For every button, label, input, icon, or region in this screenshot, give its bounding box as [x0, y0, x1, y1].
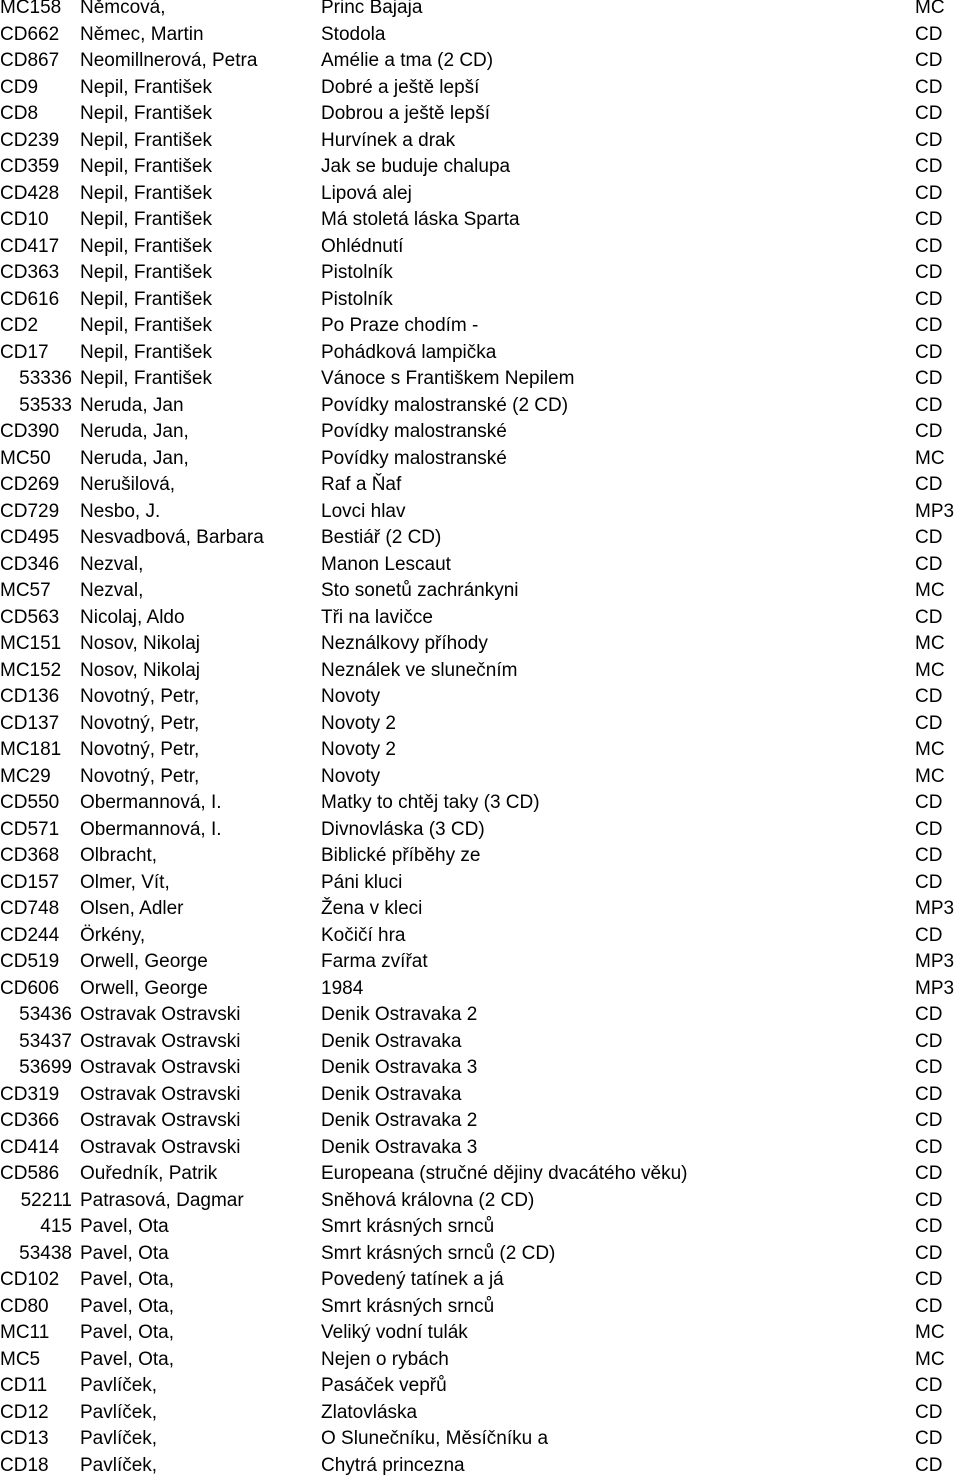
author-cell: Neruda, Jan, [80, 449, 189, 469]
author-cell: Nezval, [80, 555, 143, 575]
media-type-cell: CD [915, 25, 942, 45]
media-type-cell: CD [915, 820, 942, 840]
title-cell: Nejen o rybách [321, 1350, 449, 1370]
title-cell: Povídky malostranské (2 CD) [321, 396, 568, 416]
catalog-id-cell: CD9 [0, 78, 72, 98]
catalog-id-cell: CD239 [0, 131, 72, 151]
media-type-cell: CD [915, 316, 942, 336]
author-cell: Pavlíček, [80, 1403, 157, 1423]
title-cell: Novoty [321, 687, 380, 707]
catalog-id-cell: CD662 [0, 25, 72, 45]
media-type-cell: CD [915, 1297, 942, 1317]
media-type-cell: CD [915, 396, 942, 416]
author-cell: Ostravak Ostravski [80, 1005, 240, 1025]
table-row [0, 159, 960, 186]
media-type-cell: CD [915, 1005, 942, 1025]
media-type-cell: CD [915, 1111, 942, 1131]
table-row [0, 53, 960, 80]
author-cell: Nezval, [80, 581, 143, 601]
catalog-id-cell: 415 [0, 1217, 72, 1237]
author-cell: Pavel, Ota, [80, 1350, 174, 1370]
catalog-id-cell: CD428 [0, 184, 72, 204]
media-type-cell: CD [915, 290, 942, 310]
author-cell: Pavel, Ota [80, 1217, 169, 1237]
author-cell: Neomillnerová, Petra [80, 51, 257, 71]
table-row [0, 795, 960, 822]
catalog-id-cell: CD346 [0, 555, 72, 575]
catalog-id-cell: CD13 [0, 1429, 72, 1449]
table-row [0, 318, 960, 345]
author-cell: Orwell, George [80, 952, 208, 972]
title-cell: Smrt krásných srnců [321, 1297, 494, 1317]
media-type-cell: CD [915, 1403, 942, 1423]
author-cell: Ostravak Ostravski [80, 1058, 240, 1078]
title-cell: Denik Ostravaka 2 [321, 1005, 477, 1025]
catalog-id-cell: CD102 [0, 1270, 72, 1290]
title-cell: Biblické příběhy ze [321, 846, 480, 866]
catalog-id-cell: CD550 [0, 793, 72, 813]
author-cell: Novotný, Petr, [80, 714, 199, 734]
catalog-id-cell: CD867 [0, 51, 72, 71]
media-type-cell: MC [915, 581, 945, 601]
table-row [0, 1060, 960, 1087]
catalog-id-cell: CD606 [0, 979, 72, 999]
title-cell: Pistolník [321, 290, 393, 310]
media-type-cell: CD [915, 1191, 942, 1211]
catalog-id-cell: CD586 [0, 1164, 72, 1184]
table-row [0, 212, 960, 239]
media-type-cell: CD [915, 873, 942, 893]
author-cell: Nepil, František [80, 237, 212, 257]
title-cell: Denik Ostravaka [321, 1032, 461, 1052]
media-type-cell: MP3 [915, 952, 954, 972]
title-cell: Ohlédnutí [321, 237, 403, 257]
media-type-cell: MC [915, 634, 945, 654]
author-cell: Novotný, Petr, [80, 687, 199, 707]
catalog-id-cell: CD390 [0, 422, 72, 442]
author-cell: Nepil, František [80, 184, 212, 204]
title-cell: Dobrou a ještě lepší [321, 104, 490, 124]
title-cell: Sněhová královna (2 CD) [321, 1191, 534, 1211]
title-cell: Matky to chtěj taky (3 CD) [321, 793, 540, 813]
catalog-id-cell: CD359 [0, 157, 72, 177]
media-type-cell: MP3 [915, 899, 954, 919]
media-type-cell: CD [915, 1270, 942, 1290]
table-row [0, 1378, 960, 1405]
media-type-cell: CD [915, 1217, 942, 1237]
media-type-cell: CD [915, 1058, 942, 1078]
title-cell: O Slunečníku, Měsíčníku a [321, 1429, 548, 1449]
media-type-cell: CD [915, 608, 942, 628]
catalog-id-cell: CD269 [0, 475, 72, 495]
media-type-cell: CD [915, 1244, 942, 1264]
author-cell: Olmer, Vít, [80, 873, 170, 893]
author-cell: Ostravak Ostravski [80, 1032, 240, 1052]
catalog-id-cell: 53436 [0, 1005, 72, 1025]
author-cell: Pavlíček, [80, 1456, 157, 1476]
media-type-cell: CD [915, 51, 942, 71]
media-type-cell: MC [915, 740, 945, 760]
author-cell: Nepil, František [80, 78, 212, 98]
catalog-id-cell: MC29 [0, 767, 72, 787]
catalog-id-cell: CD519 [0, 952, 72, 972]
title-cell: Smrt krásných srnců (2 CD) [321, 1244, 555, 1264]
catalog-id-cell: CD136 [0, 687, 72, 707]
author-cell: Nerušilová, [80, 475, 175, 495]
title-cell: Manon Lescaut [321, 555, 451, 575]
author-cell: Örkény, [80, 926, 145, 946]
table-row [0, 1007, 960, 1034]
title-cell: Denik Ostravaka 3 [321, 1138, 477, 1158]
title-cell: Žena v kleci [321, 899, 422, 919]
title-cell: Tři na lavičce [321, 608, 433, 628]
author-cell: Olsen, Adler [80, 899, 184, 919]
title-cell: Veliký vodní tulák [321, 1323, 468, 1343]
table-row [0, 1325, 960, 1352]
catalog-id-cell: CD17 [0, 343, 72, 363]
media-type-cell: CD [915, 369, 942, 389]
catalog-id-cell: CD10 [0, 210, 72, 230]
author-cell: Nepil, František [80, 131, 212, 151]
media-type-cell: MC [915, 0, 945, 18]
title-cell: Bestiář (2 CD) [321, 528, 441, 548]
catalog-id-cell: MC151 [0, 634, 72, 654]
catalog-id-cell: MC5 [0, 1350, 72, 1370]
title-cell: Po Praze chodím - [321, 316, 478, 336]
author-cell: Pavlíček, [80, 1429, 157, 1449]
title-cell: Lovci hlav [321, 502, 406, 522]
media-type-cell: CD [915, 475, 942, 495]
media-type-cell: CD [915, 714, 942, 734]
author-cell: Obermannová, I. [80, 820, 222, 840]
author-cell: Nepil, František [80, 290, 212, 310]
title-cell: Novoty 2 [321, 740, 396, 760]
catalog-id-cell: 53437 [0, 1032, 72, 1052]
table-row [0, 689, 960, 716]
media-type-cell: CD [915, 422, 942, 442]
catalog-id-cell: CD414 [0, 1138, 72, 1158]
catalog-id-cell: 52211 [0, 1191, 72, 1211]
media-type-cell: CD [915, 793, 942, 813]
table-row [0, 1113, 960, 1140]
author-cell: Ouředník, Patrik [80, 1164, 217, 1184]
title-cell: Denik Ostravaka 3 [321, 1058, 477, 1078]
catalog-id-cell: CD748 [0, 899, 72, 919]
title-cell: Povídky malostranské [321, 449, 507, 469]
table-row [0, 371, 960, 398]
author-cell: Novotný, Petr, [80, 767, 199, 787]
catalog-id-cell: CD18 [0, 1456, 72, 1476]
author-cell: Nesvadbová, Barbara [80, 528, 264, 548]
media-type-cell: CD [915, 687, 942, 707]
catalog-id-cell: CD2 [0, 316, 72, 336]
catalog-id-cell: CD368 [0, 846, 72, 866]
catalog-id-cell: CD417 [0, 237, 72, 257]
author-cell: Ostravak Ostravski [80, 1111, 240, 1131]
media-type-cell: CD [915, 210, 942, 230]
catalog-id-cell: MC152 [0, 661, 72, 681]
author-cell: Pavel, Ota, [80, 1270, 174, 1290]
title-cell: Farma zvířat [321, 952, 428, 972]
author-cell: Nepil, František [80, 157, 212, 177]
author-cell: Orwell, George [80, 979, 208, 999]
title-cell: Páni kluci [321, 873, 402, 893]
catalog-id-cell: 53533 [0, 396, 72, 416]
media-type-cell: CD [915, 1032, 942, 1052]
title-cell: Hurvínek a drak [321, 131, 455, 151]
title-cell: Denik Ostravaka 2 [321, 1111, 477, 1131]
author-cell: Nepil, František [80, 316, 212, 336]
media-type-cell: CD [915, 184, 942, 204]
title-cell: Chytrá princezna [321, 1456, 465, 1476]
title-cell: Princ Bajaja [321, 0, 422, 18]
table-row [0, 1272, 960, 1299]
title-cell: Neználek ve slunečním [321, 661, 517, 681]
table-row [0, 848, 960, 875]
title-cell: Povedený tatínek a já [321, 1270, 504, 1290]
title-cell: Sto sonetů zachránkyni [321, 581, 519, 601]
author-cell: Pavel, Ota [80, 1244, 169, 1264]
table-row [0, 1458, 960, 1484]
media-type-cell: CD [915, 555, 942, 575]
catalog-id-cell: MC158 [0, 0, 72, 18]
catalog-id-cell: CD319 [0, 1085, 72, 1105]
catalog-id-cell: CD11 [0, 1376, 72, 1396]
catalog-id-cell: CD244 [0, 926, 72, 946]
title-cell: Neználkovy příhody [321, 634, 488, 654]
catalog-id-cell: CD80 [0, 1297, 72, 1317]
author-cell: Ostravak Ostravski [80, 1138, 240, 1158]
author-cell: Neruda, Jan, [80, 422, 189, 442]
media-type-cell: MC [915, 449, 945, 469]
media-type-cell: CD [915, 237, 942, 257]
title-cell: Denik Ostravaka [321, 1085, 461, 1105]
author-cell: Obermannová, I. [80, 793, 222, 813]
media-type-cell: CD [915, 1456, 942, 1476]
media-type-cell: MP3 [915, 979, 954, 999]
title-cell: Novoty 2 [321, 714, 396, 734]
catalog-id-cell: MC11 [0, 1323, 72, 1343]
title-cell: 1984 [321, 979, 363, 999]
catalog-id-cell: MC181 [0, 740, 72, 760]
table-row [0, 742, 960, 769]
author-cell: Nicolaj, Aldo [80, 608, 185, 628]
title-cell: Pohádková lampička [321, 343, 496, 363]
author-cell: Pavel, Ota, [80, 1297, 174, 1317]
table-row [0, 1431, 960, 1458]
catalog-id-cell: CD563 [0, 608, 72, 628]
table-row [0, 583, 960, 610]
media-type-cell: CD [915, 1429, 942, 1449]
author-cell: Ostravak Ostravski [80, 1085, 240, 1105]
table-row [0, 424, 960, 451]
author-cell: Patrasová, Dagmar [80, 1191, 244, 1211]
media-type-cell: CD [915, 846, 942, 866]
author-cell: Nesbo, J. [80, 502, 160, 522]
table-row [0, 636, 960, 663]
media-type-cell: MC [915, 767, 945, 787]
table-row [0, 265, 960, 292]
title-cell: Pistolník [321, 263, 393, 283]
media-type-cell: CD [915, 1138, 942, 1158]
catalog-id-cell: 53438 [0, 1244, 72, 1264]
author-cell: Novotný, Petr, [80, 740, 199, 760]
media-type-cell: CD [915, 343, 942, 363]
media-type-cell: MP3 [915, 502, 954, 522]
catalog-id-cell: CD366 [0, 1111, 72, 1131]
title-cell: Europeana (stručné dějiny dvacátého věku) [321, 1164, 688, 1184]
title-cell: Kočičí hra [321, 926, 405, 946]
title-cell: Lipová alej [321, 184, 412, 204]
title-cell: Divnovláska (3 CD) [321, 820, 485, 840]
author-cell: Pavlíček, [80, 1376, 157, 1396]
catalog-id-cell: CD157 [0, 873, 72, 893]
media-type-cell: CD [915, 263, 942, 283]
title-cell: Stodola [321, 25, 385, 45]
table-row [0, 1219, 960, 1246]
catalog-id-cell: CD616 [0, 290, 72, 310]
title-cell: Povídky malostranské [321, 422, 507, 442]
title-cell: Jak se buduje chalupa [321, 157, 510, 177]
author-cell: Nepil, František [80, 104, 212, 124]
title-cell: Amélie a tma (2 CD) [321, 51, 493, 71]
media-type-cell: CD [915, 131, 942, 151]
catalog-id-cell: CD729 [0, 502, 72, 522]
catalog-id-cell: MC57 [0, 581, 72, 601]
title-cell: Novoty [321, 767, 380, 787]
author-cell: Olbracht, [80, 846, 157, 866]
author-cell: Nepil, František [80, 210, 212, 230]
author-cell: Němec, Martin [80, 25, 204, 45]
table-row [0, 477, 960, 504]
table-row [0, 901, 960, 928]
table-row [0, 530, 960, 557]
table-row [0, 954, 960, 981]
author-cell: Neruda, Jan [80, 396, 184, 416]
media-type-cell: CD [915, 1164, 942, 1184]
catalog-id-cell: CD137 [0, 714, 72, 734]
author-cell: Pavel, Ota, [80, 1323, 174, 1343]
title-cell: Smrt krásných srnců [321, 1217, 494, 1237]
title-cell: Vánoce s Františkem Nepilem [321, 369, 574, 389]
author-cell: Nosov, Nikolaj [80, 634, 200, 654]
catalog-id-cell: CD495 [0, 528, 72, 548]
catalog-id-cell: MC50 [0, 449, 72, 469]
catalog-id-cell: CD12 [0, 1403, 72, 1423]
author-cell: Nepil, František [80, 369, 212, 389]
table-row [0, 1166, 960, 1193]
author-cell: Nepil, František [80, 343, 212, 363]
media-type-cell: CD [915, 1085, 942, 1105]
media-type-cell: MC [915, 661, 945, 681]
table-row [0, 0, 960, 27]
media-type-cell: CD [915, 104, 942, 124]
media-type-cell: MC [915, 1350, 945, 1370]
catalog-id-cell: CD571 [0, 820, 72, 840]
title-cell: Dobré a ještě lepší [321, 78, 479, 98]
author-cell: Němcová, [80, 0, 166, 18]
author-cell: Nepil, František [80, 263, 212, 283]
title-cell: Má stoletá láska Sparta [321, 210, 520, 230]
catalog-id-cell: CD8 [0, 104, 72, 124]
media-type-cell: CD [915, 78, 942, 98]
media-type-cell: CD [915, 528, 942, 548]
catalog-id-cell: 53699 [0, 1058, 72, 1078]
media-type-cell: CD [915, 926, 942, 946]
media-type-cell: MC [915, 1323, 945, 1343]
title-cell: Zlatovláska [321, 1403, 417, 1423]
media-type-cell: CD [915, 1376, 942, 1396]
catalog-id-cell: CD363 [0, 263, 72, 283]
catalog-id-cell: 53336 [0, 369, 72, 389]
table-row [0, 106, 960, 133]
media-type-cell: CD [915, 157, 942, 177]
title-cell: Raf a Ňaf [321, 475, 401, 495]
title-cell: Pasáček vepřů [321, 1376, 447, 1396]
author-cell: Nosov, Nikolaj [80, 661, 200, 681]
